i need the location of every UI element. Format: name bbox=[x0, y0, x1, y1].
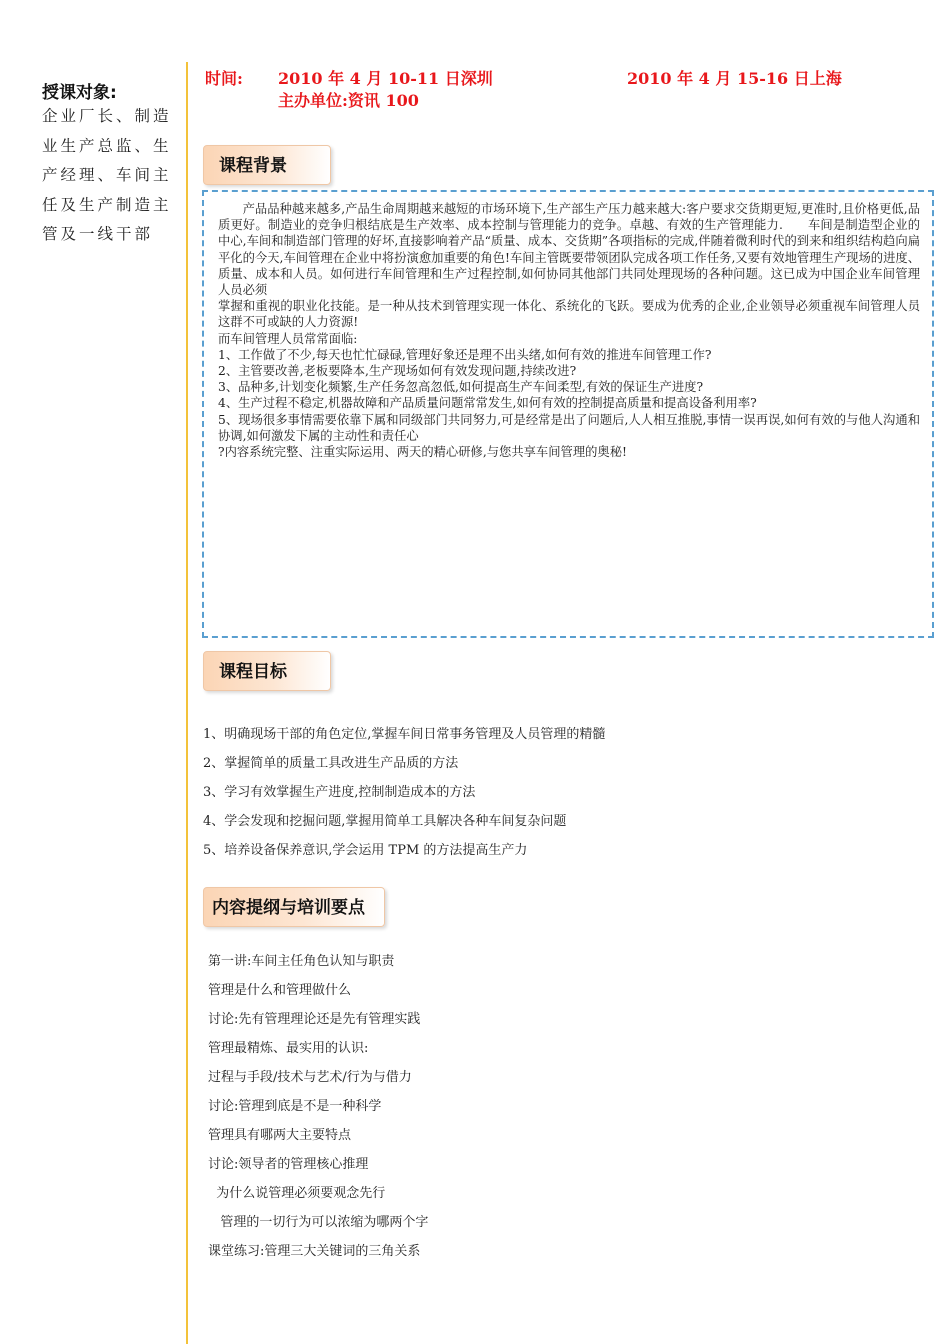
outline-item: 为什么说管理必须要观念先行 bbox=[208, 1186, 386, 1201]
background-paragraph: 产品品种越来越多,产品生命周期越来越短的市场环境下,生产部生产压力越来越大:客户要求交货期更短,更准时,且价格更低,品质更好。制造业的竞争归根结底是生产效率、成本控制与管理能力的竞争。卓越、有效的生产管理能力. 车间是制造型企业的中心,车间和制造部门管理的好坏,直接影响着产品“质量、成本、交货期”各项指标的完成,伴随着微利时代的到来和组织结构趋向扁平化的今天,车间管理在企业中将扮演愈加重要的角色!车间主管既要带领团队完成各项工作任务,又要有效地管理生产现场的进度、质量、成本和人员。如何进行车间管理和生产过程控制,如何协同其他部门共同处理现场的各种问题。这已成为中国企业车间管理人员必须 bbox=[218, 202, 920, 298]
section-title-outline: 内容提纲与培训要点 bbox=[203, 887, 385, 927]
vertical-divider-line bbox=[186, 62, 188, 1344]
course-info-header bbox=[205, 68, 925, 112]
outline-item: 管理最精炼、最实用的认识: bbox=[208, 1041, 369, 1056]
audience-label: 授课对象: bbox=[42, 83, 117, 103]
outline-item: 第一讲:车间主任角色认知与职责 bbox=[208, 954, 395, 969]
outline-item: 管理的一切行为可以浓缩为哪两个字 bbox=[208, 1215, 429, 1230]
goals-list bbox=[203, 720, 923, 865]
organizer: 主办单位:资讯 100 bbox=[278, 91, 419, 110]
date-shanghai: 2010 年 4 月 15-16 日上海 bbox=[627, 69, 842, 88]
outline-item: 管理具有哪两大主要特点 bbox=[208, 1128, 352, 1143]
background-list-item: 1、工作做了不少,每天也忙忙碌碌,管理好象还是理不出头绪,如何有效的推进车间管理工作? bbox=[218, 347, 712, 362]
goal-item: 1、明确现场干部的角色定位,掌握车间日常事务管理及人员管理的精髓 bbox=[203, 727, 606, 742]
background-paragraph: 而车间管理人员常常面临: bbox=[218, 331, 358, 346]
background-list-item: 3、品种多,计划变化频繁,生产任务忽高忽低,如何提高生产车间柔型,有效的保证生产进度? bbox=[218, 380, 704, 395]
goal-item: 3、学习有效掌握生产进度,控制制造成本的方法 bbox=[203, 785, 476, 800]
goal-item: 4、学会发现和挖掘问题,掌握用简单工具解决各种车间复杂问题 bbox=[203, 814, 567, 829]
goal-item: 5、培养设备保养意识,学会运用 TPM 的方法提高生产力 bbox=[203, 843, 528, 858]
background-content-box bbox=[202, 190, 934, 638]
section-title-goals: 课程目标 bbox=[203, 651, 331, 691]
background-paragraph: 掌握和重视的职业化技能。是一种从技术到管理实现一体化、系统化的飞跃。要成为优秀的企业,企业领导必须重视车间管理人员这群不可或缺的人力资源! bbox=[218, 299, 920, 330]
goal-item: 2、掌握简单的质量工具改进生产品质的方法 bbox=[203, 756, 459, 771]
outline-item: 课堂练习:管理三大关键词的三角关系 bbox=[208, 1244, 421, 1259]
outline-item: 讨论:管理到底是不是一种科学 bbox=[208, 1099, 382, 1114]
audience-text: 企业厂长、制造业生产总监、生产经理、车间主任及生产制造主管及一线干部 bbox=[42, 107, 172, 243]
outline-item: 讨论:先有管理理论还是先有管理实践 bbox=[208, 1012, 421, 1027]
background-list-item: 5、现场很多事情需要依靠下属和同级部门共同努力,可是经常是出了问题后,人人相互推脱,事情一误再误,如何有效的与他人沟通和协调,如何激发下属的主动性和责任心 bbox=[218, 412, 920, 443]
outline-item: 过程与手段/技术与艺术/行为与借力 bbox=[208, 1070, 412, 1085]
section-title-background: 课程背景 bbox=[203, 145, 331, 185]
outline-item: 讨论:领导者的管理核心推理 bbox=[208, 1157, 369, 1172]
background-list-item: 4、生产过程不稳定,机器故障和产品质量问题常常发生,如何有效的控制提高质量和提高设备利用率? bbox=[218, 396, 757, 411]
audience-block bbox=[42, 82, 174, 250]
time-label: 时间: bbox=[205, 69, 243, 88]
background-paragraph: ?内容系统完整、注重实际运用、两天的精心研修,与您共享车间管理的奥秘! bbox=[218, 445, 627, 460]
background-list-item: 2、主管要改善,老板要降本,生产现场如何有效发现问题,持续改进? bbox=[218, 364, 577, 379]
date-shenzhen: 2010 年 4 月 10-11 日深圳 bbox=[278, 69, 493, 88]
outline-list bbox=[208, 947, 908, 1266]
outline-item: 管理是什么和管理做什么 bbox=[208, 983, 352, 998]
